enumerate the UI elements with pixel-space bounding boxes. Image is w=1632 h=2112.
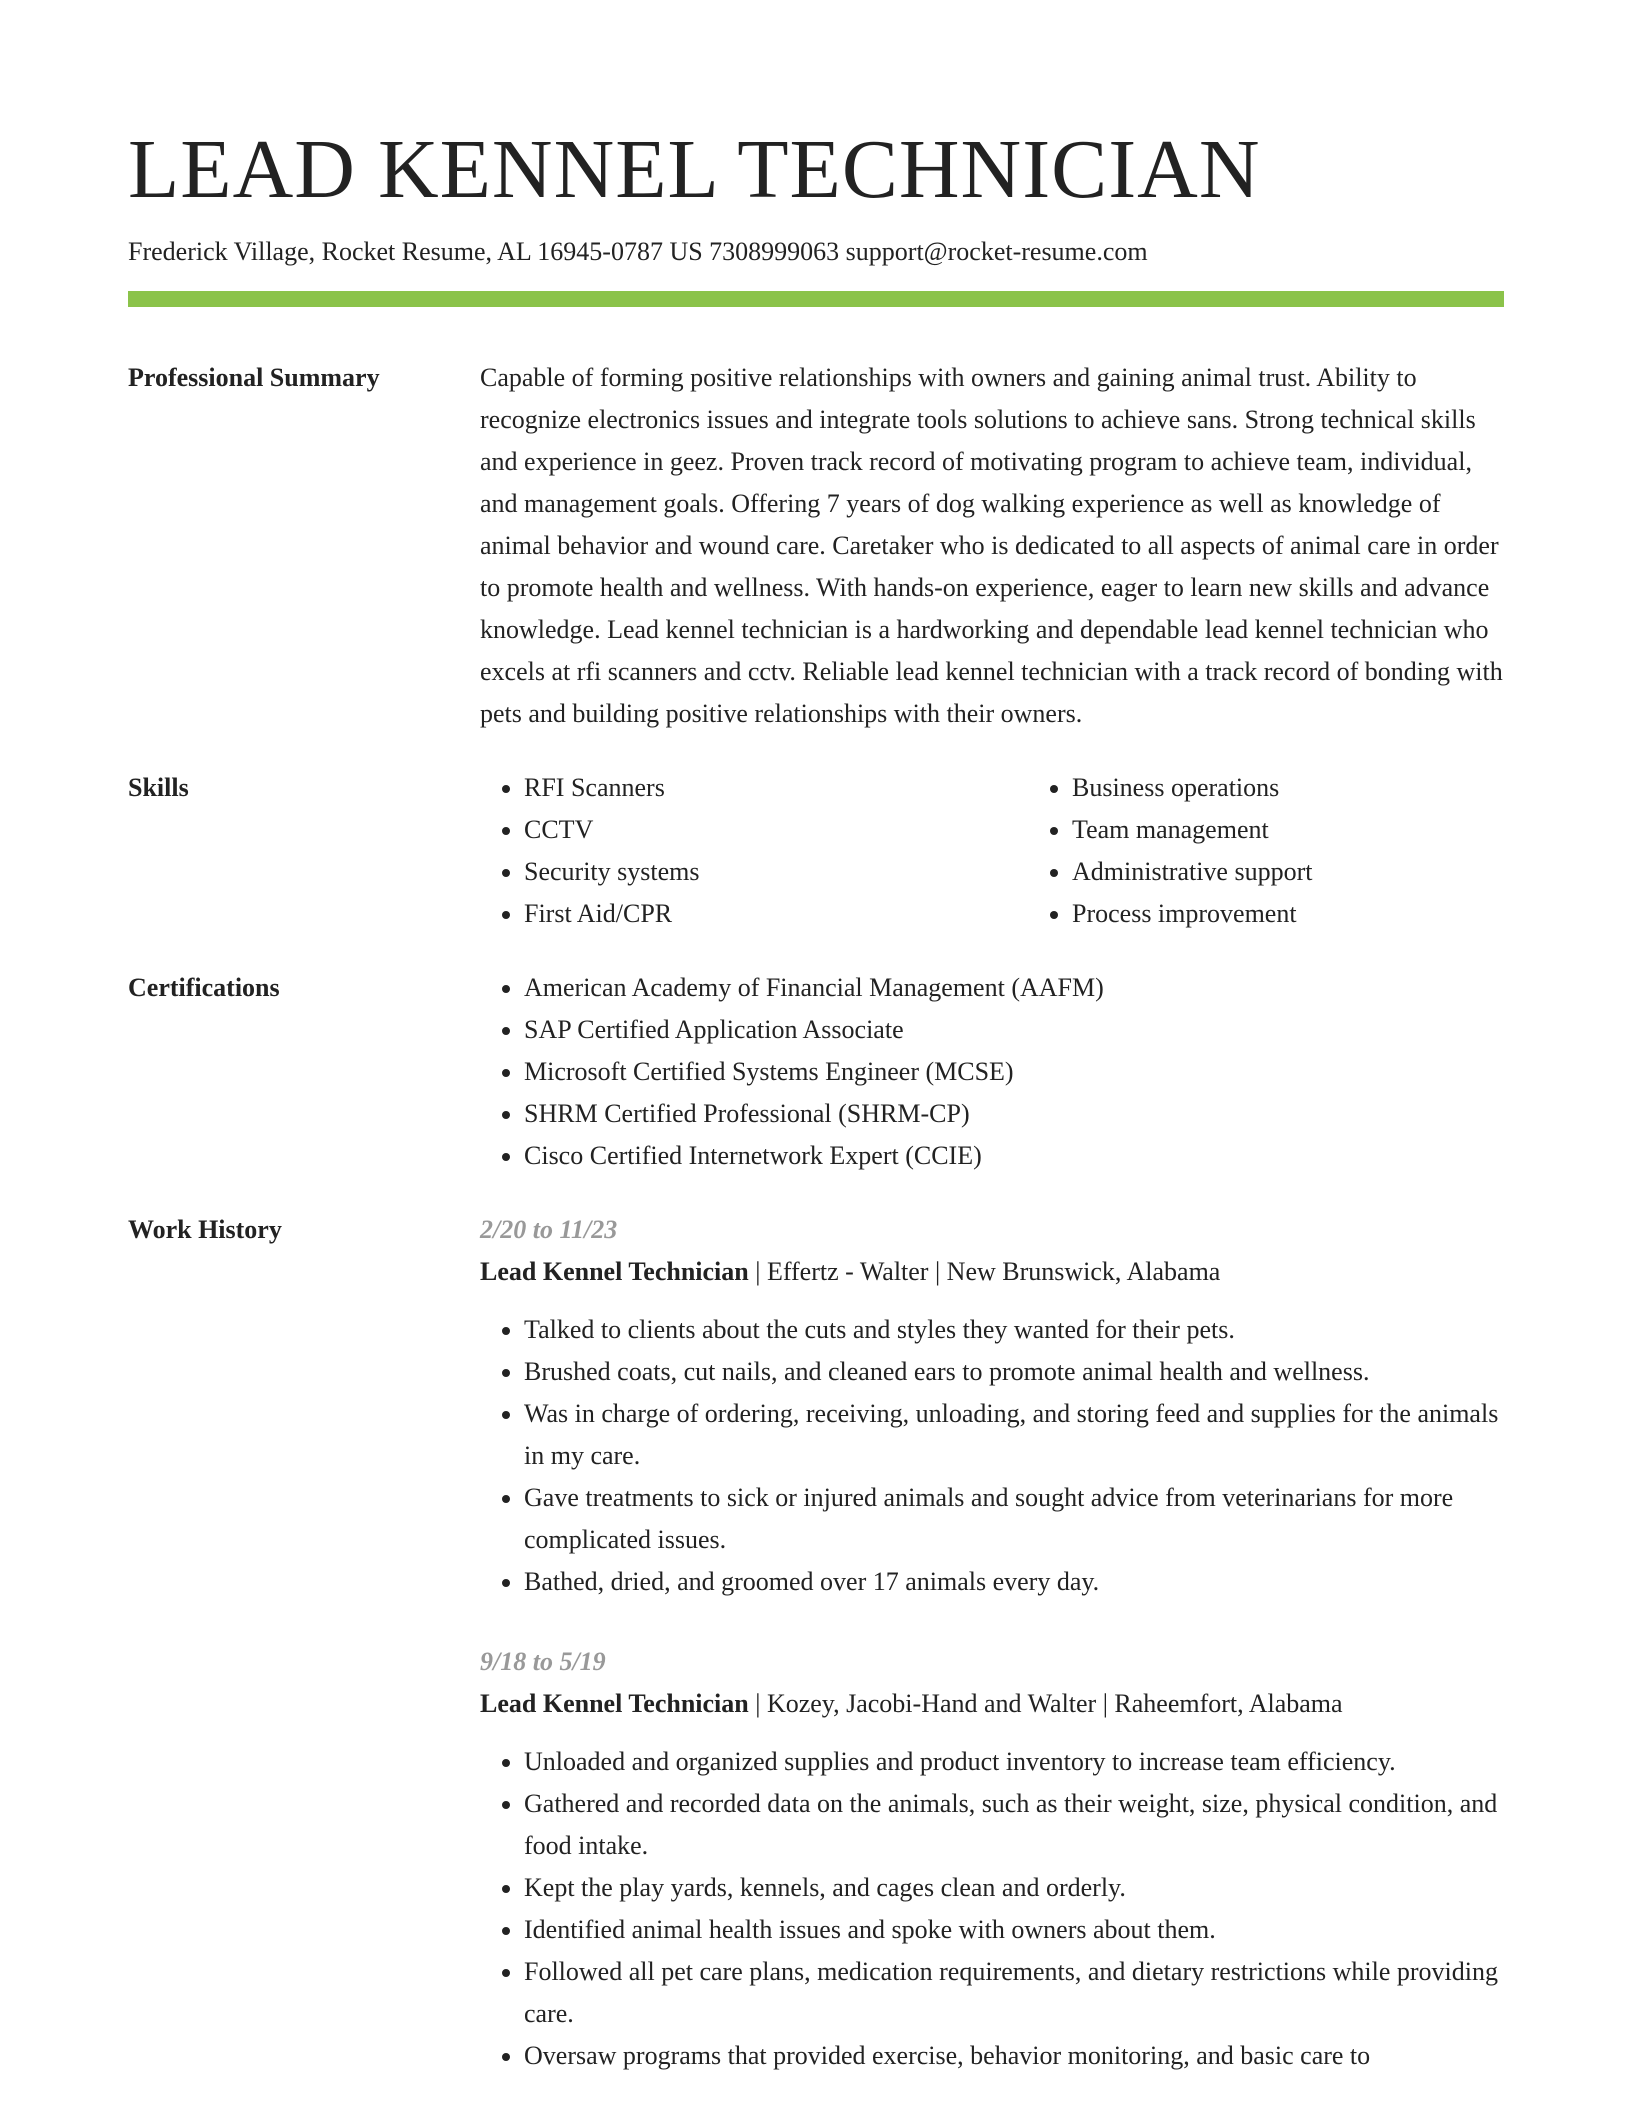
job-title: Lead Kennel Technician [480, 1257, 749, 1286]
work-history-section [128, 1209, 1504, 2077]
list-item: • Cisco Certified Internetwork Expert (CCIE) [524, 1135, 1504, 1177]
resume-page [128, 0, 1504, 2077]
skills-section [128, 767, 1504, 935]
skills-grid [480, 767, 1576, 935]
list-item: • Kept the play yards, kennels, and cages clean and orderly. [524, 1867, 1504, 1909]
certifications-list [480, 967, 1504, 1177]
list-item: • Unloaded and organized supplies and product inventory to increase team efficiency. [524, 1741, 1504, 1783]
list-item: • Bathed, dried, and groomed over 17 animals every day. [524, 1561, 1504, 1603]
skills-list-right [1028, 767, 1576, 935]
job-entry [480, 1641, 1504, 2077]
job-bullets [480, 1741, 1504, 2077]
list-item: • SAP Certified Application Associate [524, 1009, 1504, 1051]
section-label: Skills [128, 773, 189, 802]
list-item: • Administrative support [1072, 851, 1576, 893]
list-item: • Security systems [524, 851, 1028, 893]
section-label: Professional Summary [128, 363, 380, 392]
job-title: Lead Kennel Technician [480, 1689, 749, 1718]
job-dates: 9/18 to 5/19 [480, 1647, 606, 1676]
list-item: • Team management [1072, 809, 1576, 851]
list-item: • Gathered and recorded data on the animals, such as their weight, size, physical condition, and food intake. [524, 1783, 1504, 1867]
list-item: • Talked to clients about the cuts and styles they wanted for their pets. [524, 1309, 1504, 1351]
job-details: | Kozey, Jacobi-Hand and Walter | Raheemfort, Alabama [748, 1689, 1343, 1718]
list-item: • Microsoft Certified Systems Engineer (MCSE) [524, 1051, 1504, 1093]
header-divider [128, 291, 1504, 307]
list-item: • Was in charge of ordering, receiving, unloading, and storing feed and supplies for the animals in my care. [524, 1393, 1504, 1477]
job-details: | Effertz - Walter | New Brunswick, Alabama [748, 1257, 1221, 1286]
skills-list-left [480, 767, 1028, 935]
job-entry [480, 1209, 1504, 1603]
section-label: Certifications [128, 973, 280, 1002]
list-item: • American Academy of Financial Management (AAFM) [524, 967, 1504, 1009]
job-heading [480, 1683, 1504, 1725]
work-history-body [480, 1209, 1504, 2077]
list-item: • CCTV [524, 809, 1028, 851]
section-label: Work History [128, 1215, 282, 1244]
contact-line: Frederick Village, Rocket Resume, AL 16945-0787 US 7308999063 support@rocket-resume.com [128, 237, 1148, 266]
list-item: • SHRM Certified Professional (SHRM-CP) [524, 1093, 1504, 1135]
list-item: • First Aid/CPR [524, 893, 1028, 935]
job-heading [480, 1251, 1504, 1293]
list-item: • Identified animal health issues and spoke with owners about them. [524, 1909, 1504, 1951]
summary-section [128, 357, 1504, 735]
list-item: • Gave treatments to sick or injured animals and sought advice from veterinarians for more complicated issues. [524, 1477, 1504, 1561]
list-item: • Brushed coats, cut nails, and cleaned ears to promote animal health and wellness. [524, 1351, 1504, 1393]
list-item: • RFI Scanners [524, 767, 1028, 809]
list-item: • Oversaw programs that provided exercise, behavior monitoring, and basic care to [524, 2035, 1504, 2077]
list-item: • Business operations [1072, 767, 1576, 809]
candidate-name: LEAD KENNEL TECHNICIAN [128, 123, 1261, 216]
list-item: • Process improvement [1072, 893, 1576, 935]
summary-text: Capable of forming positive relationships with owners and gaining animal trust. Ability to recognize electronics issues and integrate tools solutions to achieve sans. Strong technical skills and experience in geez. Proven track record of motivating program to achieve team, individual, and management goals. Offering 7 years of dog walking experience as well as knowledge of animal behavior and wound care. Caretaker who is dedicated to all aspects of animal care in order to promote health and wellness. With hands-on experience, eager to learn new skills and advance knowledge. Lead kennel technician is a hardworking and dependable lead kennel technician who excels at rfi scanners and cctv. Reliable lead kennel technician with a track record of bonding with pets and building positive relationships with their owners. [480, 363, 1503, 728]
certifications-body [480, 967, 1504, 1177]
certifications-section [128, 967, 1504, 1177]
job-bullets [480, 1309, 1504, 1603]
job-dates: 2/20 to 11/23 [480, 1215, 618, 1244]
list-item: • Followed all pet care plans, medication requirements, and dietary restrictions while providing care. [524, 1951, 1504, 2035]
